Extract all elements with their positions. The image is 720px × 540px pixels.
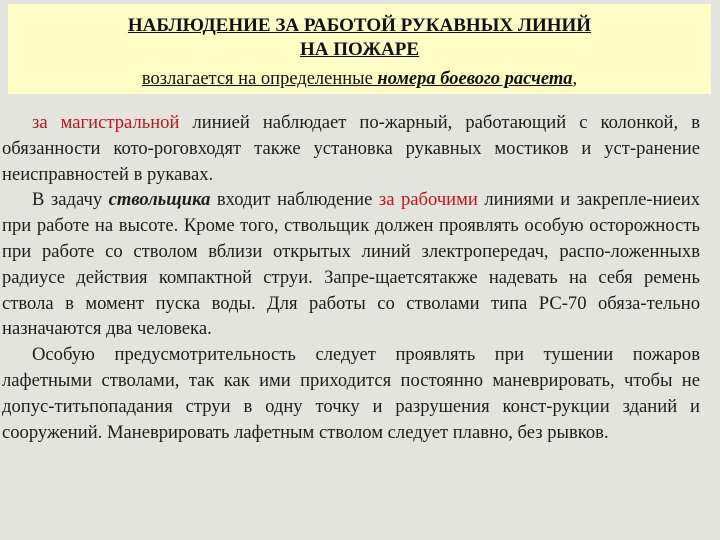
paragraph-3 <box>2 342 700 445</box>
paragraph-2-text: линиями и закрепле-ниеих при работе на высоте. Кроме того, ствольщик должен проявлять особую осторожность при работе со стволом вблизи открытых линий злектропередач, распо-ложенныхв радиусе действия компактной струи. Запре-щаетсятакже надевать на себя ремень ствола в момент пуска воды. Для работы со стволами типа РС-70 обяза-тельно назначаются два человека. <box>2 189 700 340</box>
subtitle <box>8 68 711 90</box>
paragraph-3-text: Особую предусмотрительность следует проявлять при тушении пожаров лафетными стволами, так как ими приходится постоянно маневрировать, чтобы не допус-титьпопадания струи в одну точку и разрушения конст-рукции зданий и сооружений. Маневрировать лафетным стволом следует плавно, без рывков. <box>2 344 700 443</box>
title-line-2: НА ПОЖАРЕ <box>299 39 420 60</box>
subtitle-suffix: , <box>572 69 578 89</box>
paragraph-2-mid: входит наблюдение <box>210 189 379 211</box>
highlight-working-lines: за рабочими <box>378 189 478 211</box>
body-text <box>2 110 700 445</box>
header-banner <box>8 4 711 94</box>
paragraph-2-pre: В задачу <box>32 189 109 211</box>
page-title <box>8 14 711 62</box>
highlight-main-line: за магистральной <box>32 112 180 133</box>
title-line-1: НАБЛЮДЕНИЕ ЗА РАБОТОЙ РУКАВНЫХ ЛИНИЙ <box>127 15 592 36</box>
subtitle-emphasis: номера боевого расчета <box>377 69 573 89</box>
subtitle-prefix: возлагается на определенные <box>141 69 378 89</box>
paragraph-1 <box>2 110 700 187</box>
paragraph-2 <box>2 187 700 342</box>
emphasis-nozzleman: ствольщика <box>108 189 211 211</box>
paragraph-1-text: линией наблюдает по-жарный, работающий с колонкой, в обязанности кото-роговходят также установка рукавных мостиков и уст-ранение неисправностей в рукавах. <box>2 112 700 185</box>
